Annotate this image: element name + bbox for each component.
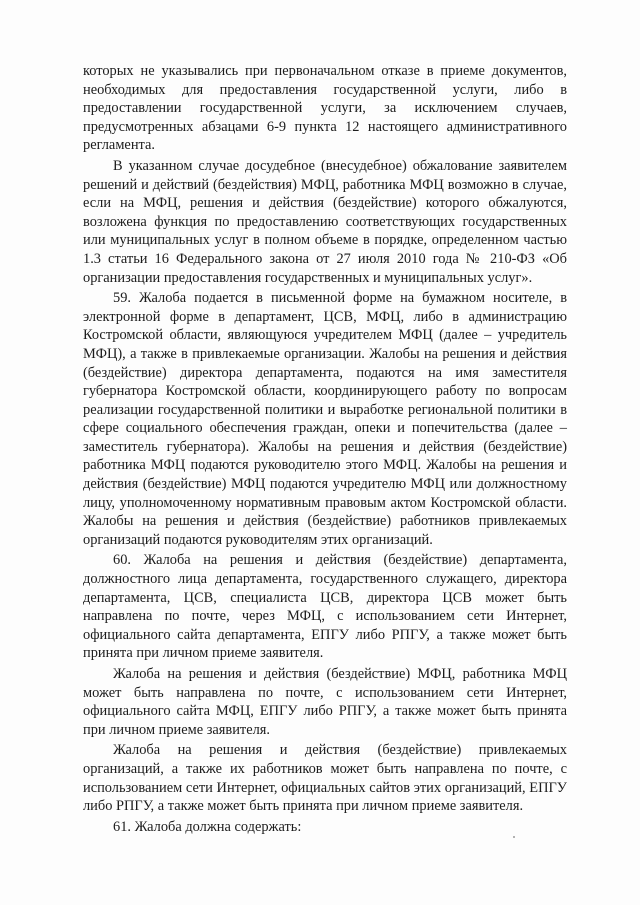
scan-speck xyxy=(513,836,515,838)
paragraph-appeal-conditions: В указанном случае досудебное (внесудебное) обжалование заявителем решений и действий (бездействия) МФЦ, работника МФЦ возможно в случае, если на МФЦ, решения и действия (бездействие) которого обжалуются, возложена функция по предоставлению соответствующих государственных или муниципальных услуг в полном объеме в порядке, определенном частью 1.3 статьи 16 Федерального закона от 27 июля 2010 года № 210-ФЗ «Об организации предоставления государственных и муниципальных услуг». xyxy=(83,157,567,286)
paragraph-59: 59. Жалоба подается в письменной форме на бумажном носителе, в электронной форме в департамент, ЦСВ, МФЦ, либо в администрацию Костромской области, являющуюся учредителем МФЦ (далее – учредитель МФЦ), а также в привлекаемые организации. Жалобы на решения и действия (бездействие) директора департамента, подаются на имя заместителя губернатора Костромской области, координирующего работу по вопросам реализации государственной политики и выработке региональной политики в сфере социального обеспечения граждан, опеки и попечительства (далее – заместитель губернатора). Жалобы на решения и действия (бездействие) работника МФЦ подаются руководителю этого МФЦ. Жалобы на решения и действия (бездействие) МФЦ подаются учредителю МФЦ или должностному лицу, уполномоченному нормативным правовым актом Костромской области. Жалобы на решения и действия (бездействие) работников привлекаемых организаций подаются руководителям этих организаций. xyxy=(83,290,567,548)
paragraph-mfc-complaint: Жалоба на решения и действия (бездействие) МФЦ, работника МФЦ может быть направлена по почте, с использованием сети Интернет, официального сайта МФЦ, ЕПГУ либо РПГУ, а также может быть принята при личном приеме заявителя. xyxy=(83,666,567,738)
paragraph-61: 61. Жалоба должна содержать: xyxy=(113,818,302,835)
document-body xyxy=(83,62,567,836)
paragraph-continuation: которых не указывались при первоначальном отказе в приеме документов, необходимых для предоставления государственной услуги, либо в предоставлении государственной услуги, за исключением случаев, предусмотренных абзацами 6-9 пункта 12 настоящего административного регламента. xyxy=(83,63,567,154)
paragraph-60: 60. Жалоба на решения и действия (бездействие) департамента, должностного лица департамента, государственного служащего, директора департамента, ЦСВ, специалиста ЦСВ, директора ЦСВ может быть направлена по почте, через МФЦ, с использованием сети Интернет, официального сайта департамента, ЕПГУ либо РПГУ, а также может быть принята при личном приеме заявителя. xyxy=(83,552,567,662)
paragraph-organizations-complaint: Жалоба на решения и действия (бездействие) привлекаемых организаций, а также их работников может быть направлена по почте, с использованием сети Интернет, официальных сайтов этих организаций, ЕПГУ либо РПГУ, а также может быть принята при личном приеме заявителя. xyxy=(83,742,567,815)
